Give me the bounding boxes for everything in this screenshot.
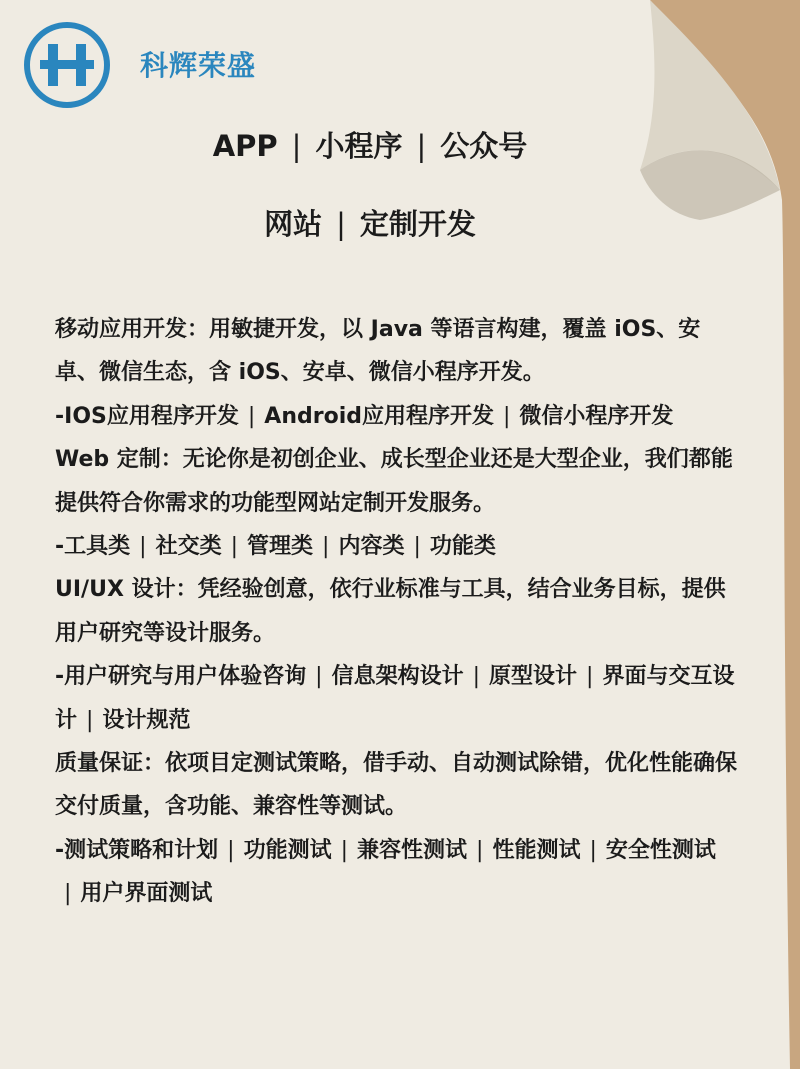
separator: | [340, 837, 349, 863]
separator: | [416, 129, 427, 163]
list-item: 内容类 [338, 534, 405, 560]
list-item: 用户研究与用户体验咨询 [64, 664, 307, 690]
separator: | [413, 534, 421, 560]
separator: | [139, 534, 147, 560]
separator: | [322, 534, 330, 560]
mobile-dev-items [55, 395, 740, 438]
headline-item: 小程序 [315, 129, 403, 163]
list-item: 功能测试 [243, 837, 332, 863]
list-item: 工具类 [64, 534, 131, 560]
list-item: 测试策略和计划 [64, 837, 219, 863]
separator: | [291, 129, 302, 163]
separator: | [86, 707, 94, 733]
list-item: 社交类 [155, 534, 222, 560]
separator: | [64, 881, 72, 907]
list-item: 性能测试 [492, 837, 581, 863]
separator: | [476, 837, 484, 863]
item-prefix: - [55, 837, 65, 863]
separator: | [589, 837, 597, 863]
list-item: 功能类 [429, 534, 496, 560]
separator: | [230, 534, 239, 560]
list-item: 管理类 [247, 534, 314, 560]
uiux-description: UI/UX 设计：凭经验创意，依行业标准与工具，结合业务目标，提供用户研究等设计服务。 [55, 577, 726, 646]
list-item: 微信小程序开发 [519, 403, 674, 429]
list-item: Android应用程序开发 [264, 403, 494, 429]
brand-logo-icon [22, 20, 112, 110]
uiux-items [55, 655, 740, 742]
web-custom-items [55, 525, 740, 568]
item-prefix: - [55, 534, 65, 560]
headline-item: 公众号 [440, 129, 528, 163]
list-item: 用户界面测试 [80, 881, 213, 907]
services-list [55, 308, 740, 916]
headline-item: 网站 [264, 207, 323, 241]
headline-line-2 [0, 202, 740, 243]
item-prefix: - [55, 403, 65, 429]
list-item: 原型设计 [489, 664, 578, 690]
list-item: IOS应用程序开发 [64, 403, 239, 429]
headline-item: APP [212, 129, 278, 163]
web-custom-description: Web 定制：无论你是初创企业、成长型企业还是大型企业，我们都能提供符合你需求的功能型网站定制开发服务。 [55, 447, 733, 516]
qa-description: 质量保证：依项目定测试策略，借手动、自动测试除错，优化性能确保交付质量，含功能、兼容性等测试。 [55, 751, 738, 820]
list-item: 安全性测试 [605, 837, 716, 863]
headline-line-1 [0, 124, 740, 165]
qa-items [55, 829, 740, 916]
separator: | [472, 664, 481, 690]
separator: | [503, 403, 511, 429]
separator: | [336, 207, 346, 241]
item-prefix: - [55, 664, 65, 690]
list-item: 界面与交互设计 [55, 664, 735, 733]
mobile-dev-description: 移动应用开发：用敏捷开发，以 Java 等语言构建，覆盖 iOS、安卓、微信生态，含 iOS、安卓、微信小程序开发。 [55, 317, 701, 386]
list-item: 设计规范 [102, 707, 191, 733]
separator: | [247, 403, 256, 429]
brand-name: 科辉荣盛 [140, 49, 257, 82]
separator: | [227, 837, 235, 863]
separator: | [315, 664, 323, 690]
list-item: 信息架构设计 [331, 664, 464, 690]
separator: | [586, 664, 594, 690]
headline-item: 定制开发 [359, 207, 476, 241]
list-item: 兼容性测试 [357, 837, 468, 863]
